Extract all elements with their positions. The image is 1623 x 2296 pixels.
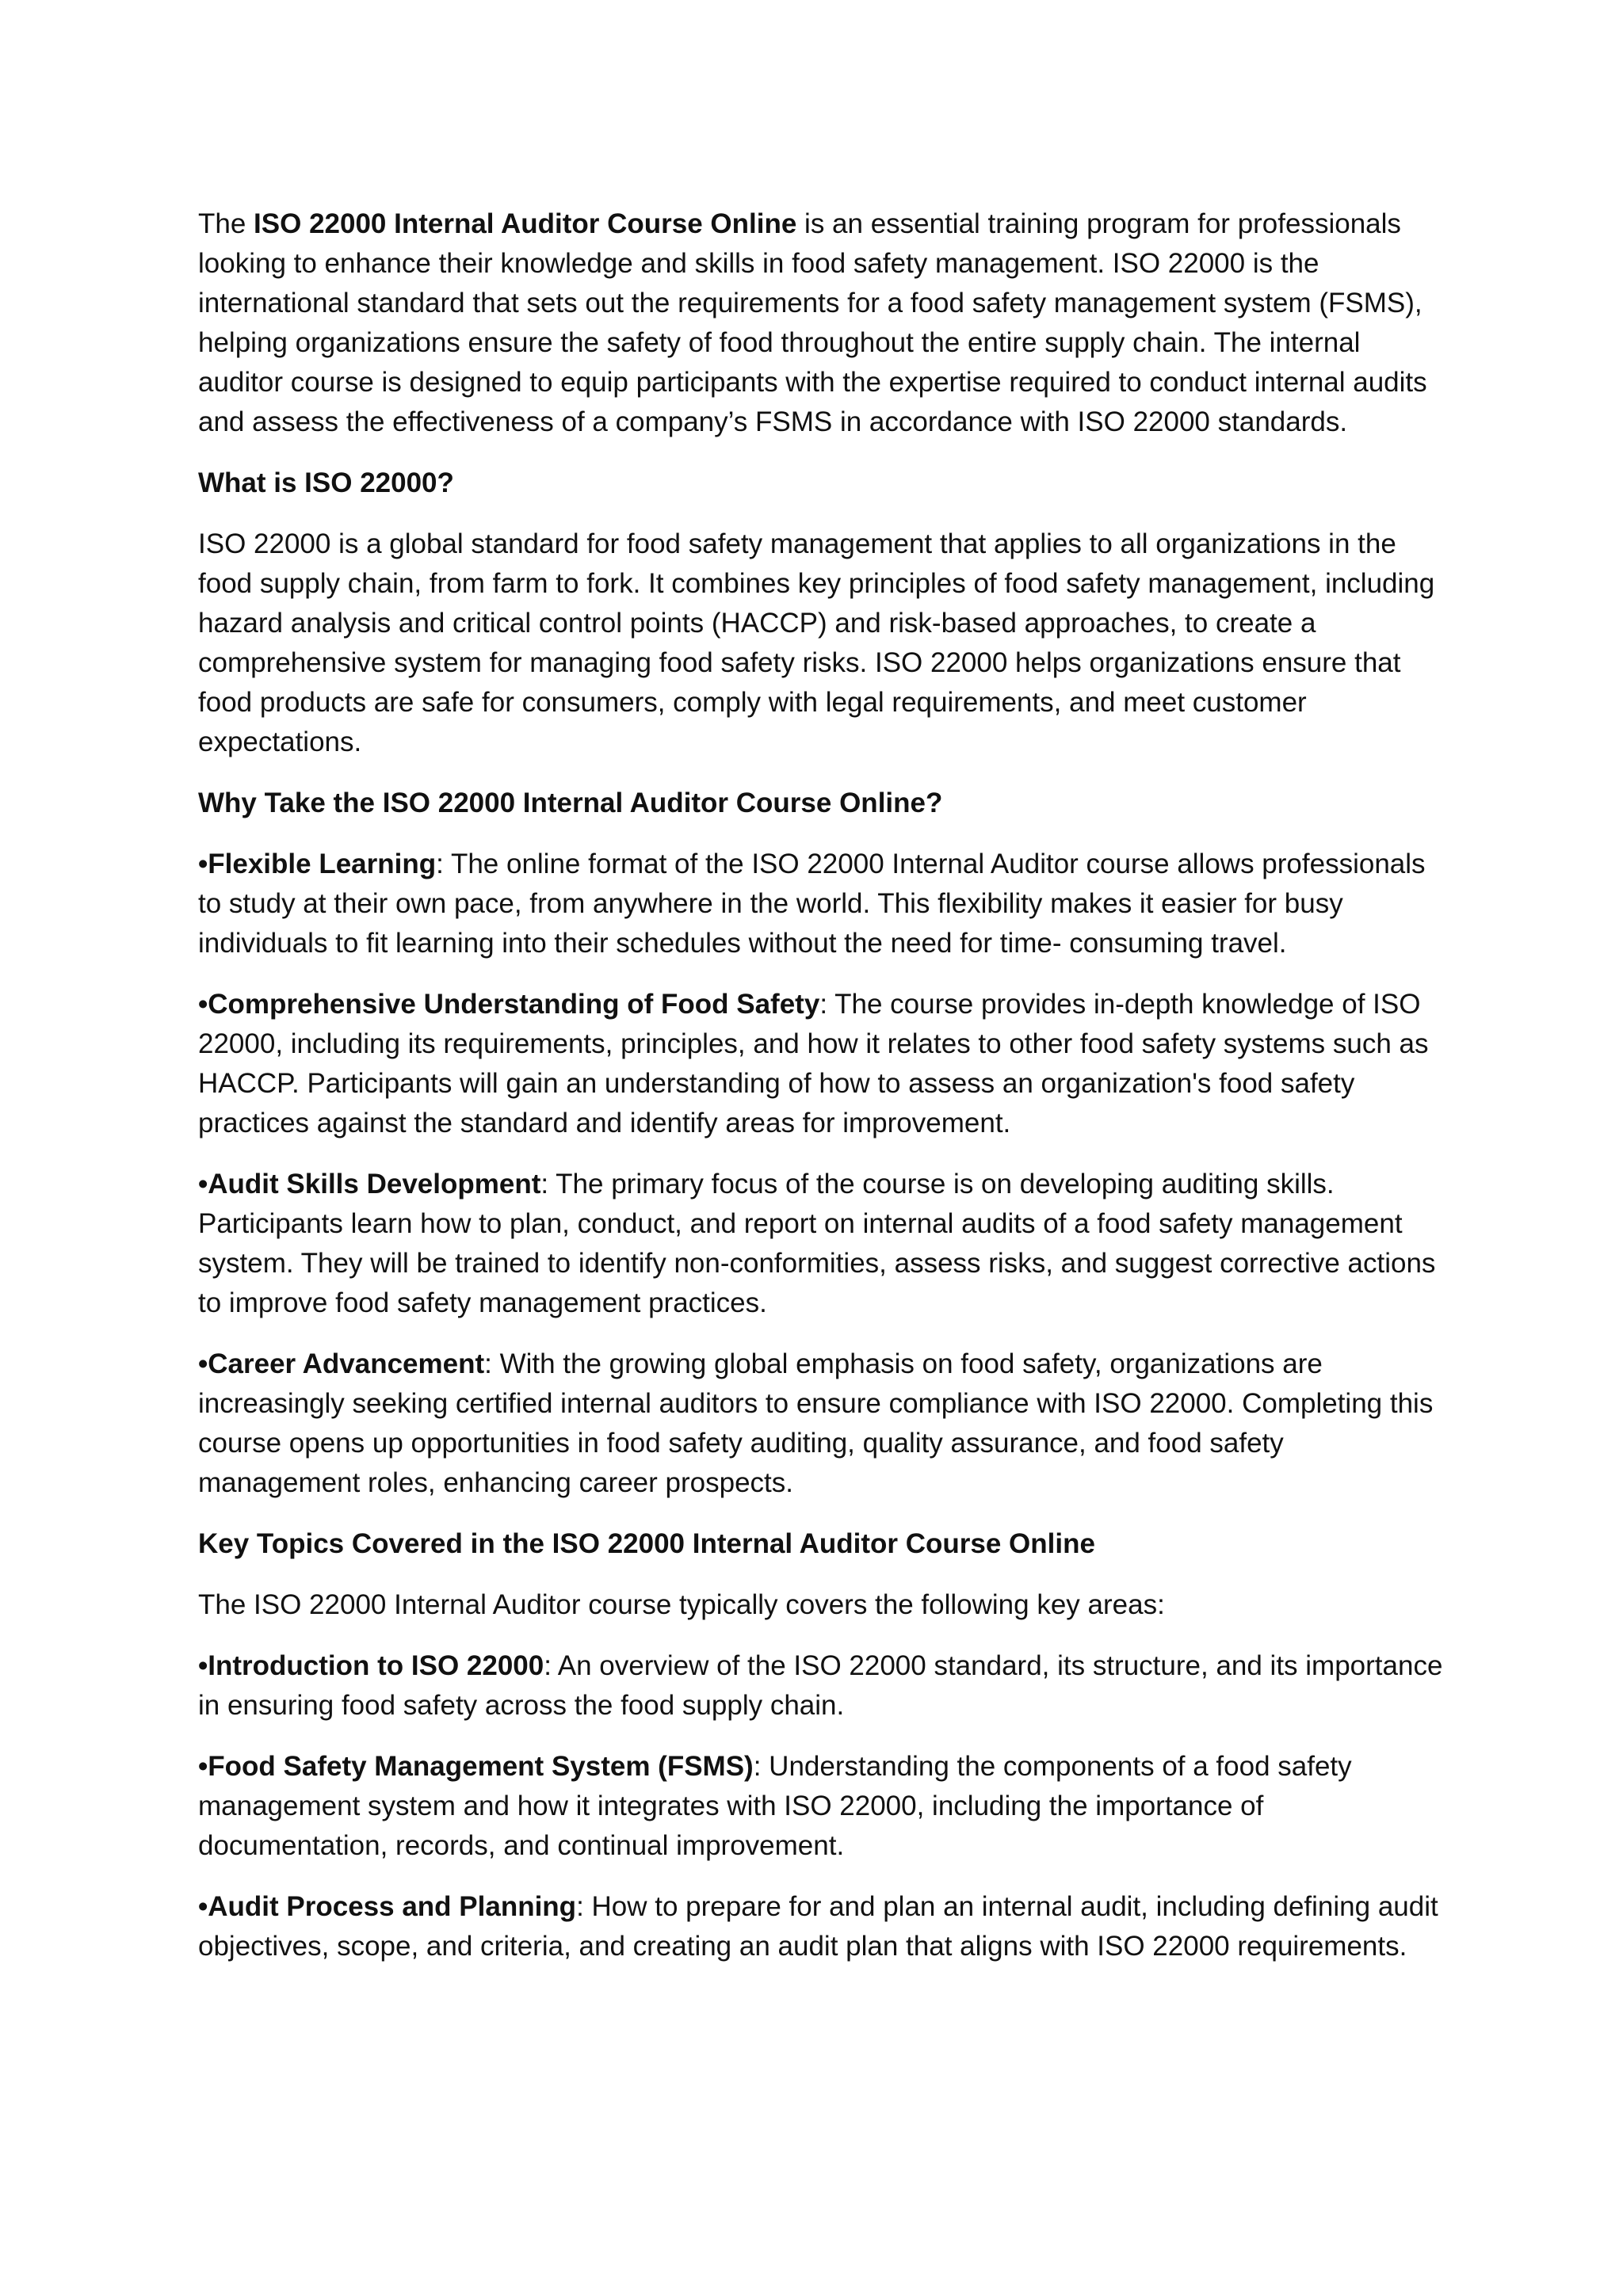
bullet-item: • Comprehensive Understanding of Food Safety: The course provides in-depth knowledge of ISO 22000, including its requirements, principles, and how it relates to other food safety systems such as HACCP. Participants will gain an understanding of how to assess an organization's food safety practices against the standard and identify areas for improvement. [198,985,1446,1143]
what-is-paragraph: ISO 22000 is a global standard for food safety management that applies to all organizations in the food supply chain, from farm to fork. It combines key principles of food safety management, including hazard analysis and critical control points (HACCP) and risk-based approaches, to create a comprehensive system for managing food safety risks. ISO 22000 helps organizations ensure that food products are safe for consumers, comply with legal requirements, and meet customer expectations. [198,528,1435,757]
bullet-item: • Food Safety Management System (FSMS): Understanding the components of a food safety management system and how it integrates with ISO 22000, including the importance of documentation, records, and continual improvement. [198,1747,1446,1866]
heading-why-take: Why Take the ISO 22000 Internal Auditor Course Online? [198,788,943,818]
intro-paragraph: The ISO 22000 Internal Auditor Course Online is an essential training program for professionals looking to enhance their knowledge and skills in food safety management. ISO 22000 is the international standard that sets out the requirements for a food safety management system (FSMS), helping organizations ensure the safety of food throughout the entire supply chain. The internal auditor course is designed to equip participants with the expertise required to conduct internal audits and assess the effectiveness of a company’s FSMS in accordance with ISO 22000 standards. [198,208,1427,437]
course-name: ISO 22000 Internal Auditor Course Online [254,208,797,239]
bullet-item: • Introduction to ISO 22000: An overview of the ISO 22000 standard, its structure, and its importance in ensuring food safety across the food supply chain. [198,1646,1446,1726]
bullet-item: • Audit Process and Planning: How to prepare for and plan an internal audit, including defining audit objectives, scope, and criteria, and creating an audit plan that aligns with ISO 22000 requirements. [198,1887,1446,1966]
heading-key-topics: Key Topics Covered in the ISO 22000 Internal Auditor Course Online [198,1528,1095,1559]
heading-what-is: What is ISO 22000? [198,467,454,498]
document-page [198,204,1446,1988]
bullet-item: • Career Advancement: With the growing global emphasis on food safety, organizations are increasingly seeking certified internal auditors to ensure compliance with ISO 22000. Completing this course opens up opportunities in food safety auditing, quality assurance, and food safety management roles, enhancing career prospects. [198,1344,1446,1503]
bullet-item: • Flexible Learning: The online format of the ISO 22000 Internal Auditor course allows professionals to study at their own pace, from anywhere in the world. This flexibility makes it easier for busy individuals to fit learning into their schedules without the need for time- consuming travel. [198,845,1446,963]
key-topics-intro: The ISO 22000 Internal Auditor course typically covers the following key areas: [198,1589,1165,1620]
bullet-item: • Audit Skills Development: The primary focus of the course is on developing auditing skills. Participants learn how to plan, conduct, and report on internal audits of a food safety management system. They will be trained to identify non-conformities, assess risks, and suggest corrective actions to improve food safety management practices. [198,1165,1446,1323]
